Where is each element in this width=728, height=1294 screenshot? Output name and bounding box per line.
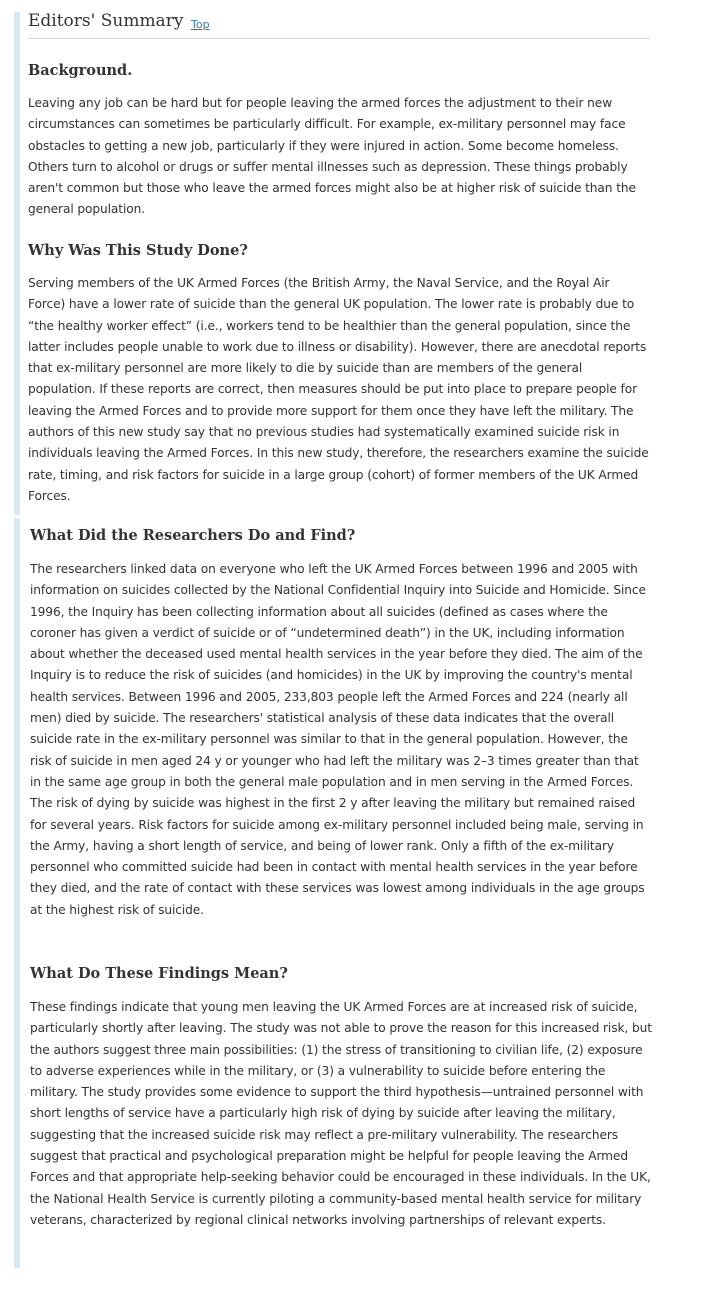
left-accent-bar — [14, 518, 20, 1268]
top-link[interactable]: Top — [191, 18, 210, 31]
section-findings-mean — [30, 964, 652, 1231]
section-body: The researchers linked data on everyone who left the UK Armed Forces between 1996 and 2005 with information on suicides collected by the National Confidential Inquiry into Suicide and Homicide. Since 1996, the Inquiry has been collecting information about all suicides (defined as cases where the coroner has given a verdict of suicide or of “undetermined death”) in the UK, including information about whether the deceased used mental health services in the year before they died. The aim of the Inquiry is to reduce the risk of suicides (and homicides) in the UK by improving the country's mental health services. Between 1996 and 2005, 233,803 people left the Armed Forces and 224 (nearly all men) died by suicide. The researchers' statistical analysis of these data indicates that the overall suicide rate in the ex-military personnel was similar to that in the general population. However, the risk of suicide in men aged 24 y or younger who had left the military was 2–3 times greater than that in the same age group in both the general male population and in men serving in the Armed Forces. The risk of dying by suicide was highest in the first 2 y after leaving the military but remained raised for several years. Risk factors for suicide among ex-military personnel included being male, serving in the Army, having a short length of service, and being of lower rank. Only a fifth of the ex-military personnel who committed suicide had been in contact with mental health services in the year before they died, and the rate of contact with these services was lowest among individuals in the age groups at the highest risk of suicide. — [30, 562, 646, 917]
section-body: Serving members of the UK Armed Forces (the British Army, the Naval Service, and the Royal Air Force) have a lower rate of suicide than the general UK population. The lower rate is probably due to “the healthy worker effect” (i.e., workers tend to be healthier than the general population, since the latter includes people unable to work due to illness or disability). However, there are anecdotal reports that ex-military personnel are more likely to die by suicide than are members of the general population. If these reports are correct, then measures should be put into place to prepare people for leaving the Armed Forces and to provide more support for them once they have left the military. The authors of this new study say that no previous studies had systematically examined suicide risk in individuals leaving the Armed Forces. In this new study, therefore, the researchers examine the suicide rate, timing, and risk factors for suicide in a large group (cohort) of former members of the UK Armed Forces. — [28, 276, 649, 503]
section-why-study — [28, 241, 650, 507]
left-accent-bar — [14, 12, 20, 515]
section-heading: Why Was This Study Done? — [28, 242, 248, 259]
editors-summary — [28, 0, 652, 1227]
section-background — [28, 61, 650, 221]
section-body: Leaving any job can be hard but for people leaving the armed forces the adjustment to their new circumstances can sometimes be particularly difficult. For example, ex-military personnel may face obstacles to getting a new job, particularly if they were injured in action. Some become homeless. Others turn to alcohol or drugs or suffer mental illnesses such as depression. These things probably aren't common but those who leave the armed forces might also be at higher risk of suicide than the general population. — [28, 96, 636, 217]
section-header — [28, 0, 650, 39]
section-heading: Background. — [28, 62, 133, 79]
section-heading: What Did the Researchers Do and Find? — [30, 527, 356, 544]
section-what-did — [30, 526, 652, 921]
section-heading: What Do These Findings Mean? — [30, 965, 288, 982]
page-title: Editors' Summary — [28, 11, 184, 31]
section-body: These findings indicate that young men leaving the UK Armed Forces are at increased risk of suicide, particularly shortly after leaving. The study was not able to prove the reason for this increased risk, but the authors suggest three main possibilities: (1) the stress of transitioning to civilian life, (2) exposure to adverse experiences while in the military, or (3) a vulnerability to suicide before entering the military. The study provides some evidence to support the third hypothesis—untrained personnel with short lengths of service have a particularly high risk of dying by suicide after leaving the military, suggesting that the increased suicide risk may reflect a pre-military vulnerability. The researchers suggest that practical and psychological preparation might be helpful for people leaving the Armed Forces and that appropriate help-seeking behavior could be encouraged in these individuals. In the UK, the National Health Service is currently piloting a community-based mental health service for military veterans, characterized by regional clinical networks involving partnerships of relevant experts. — [30, 1000, 652, 1227]
